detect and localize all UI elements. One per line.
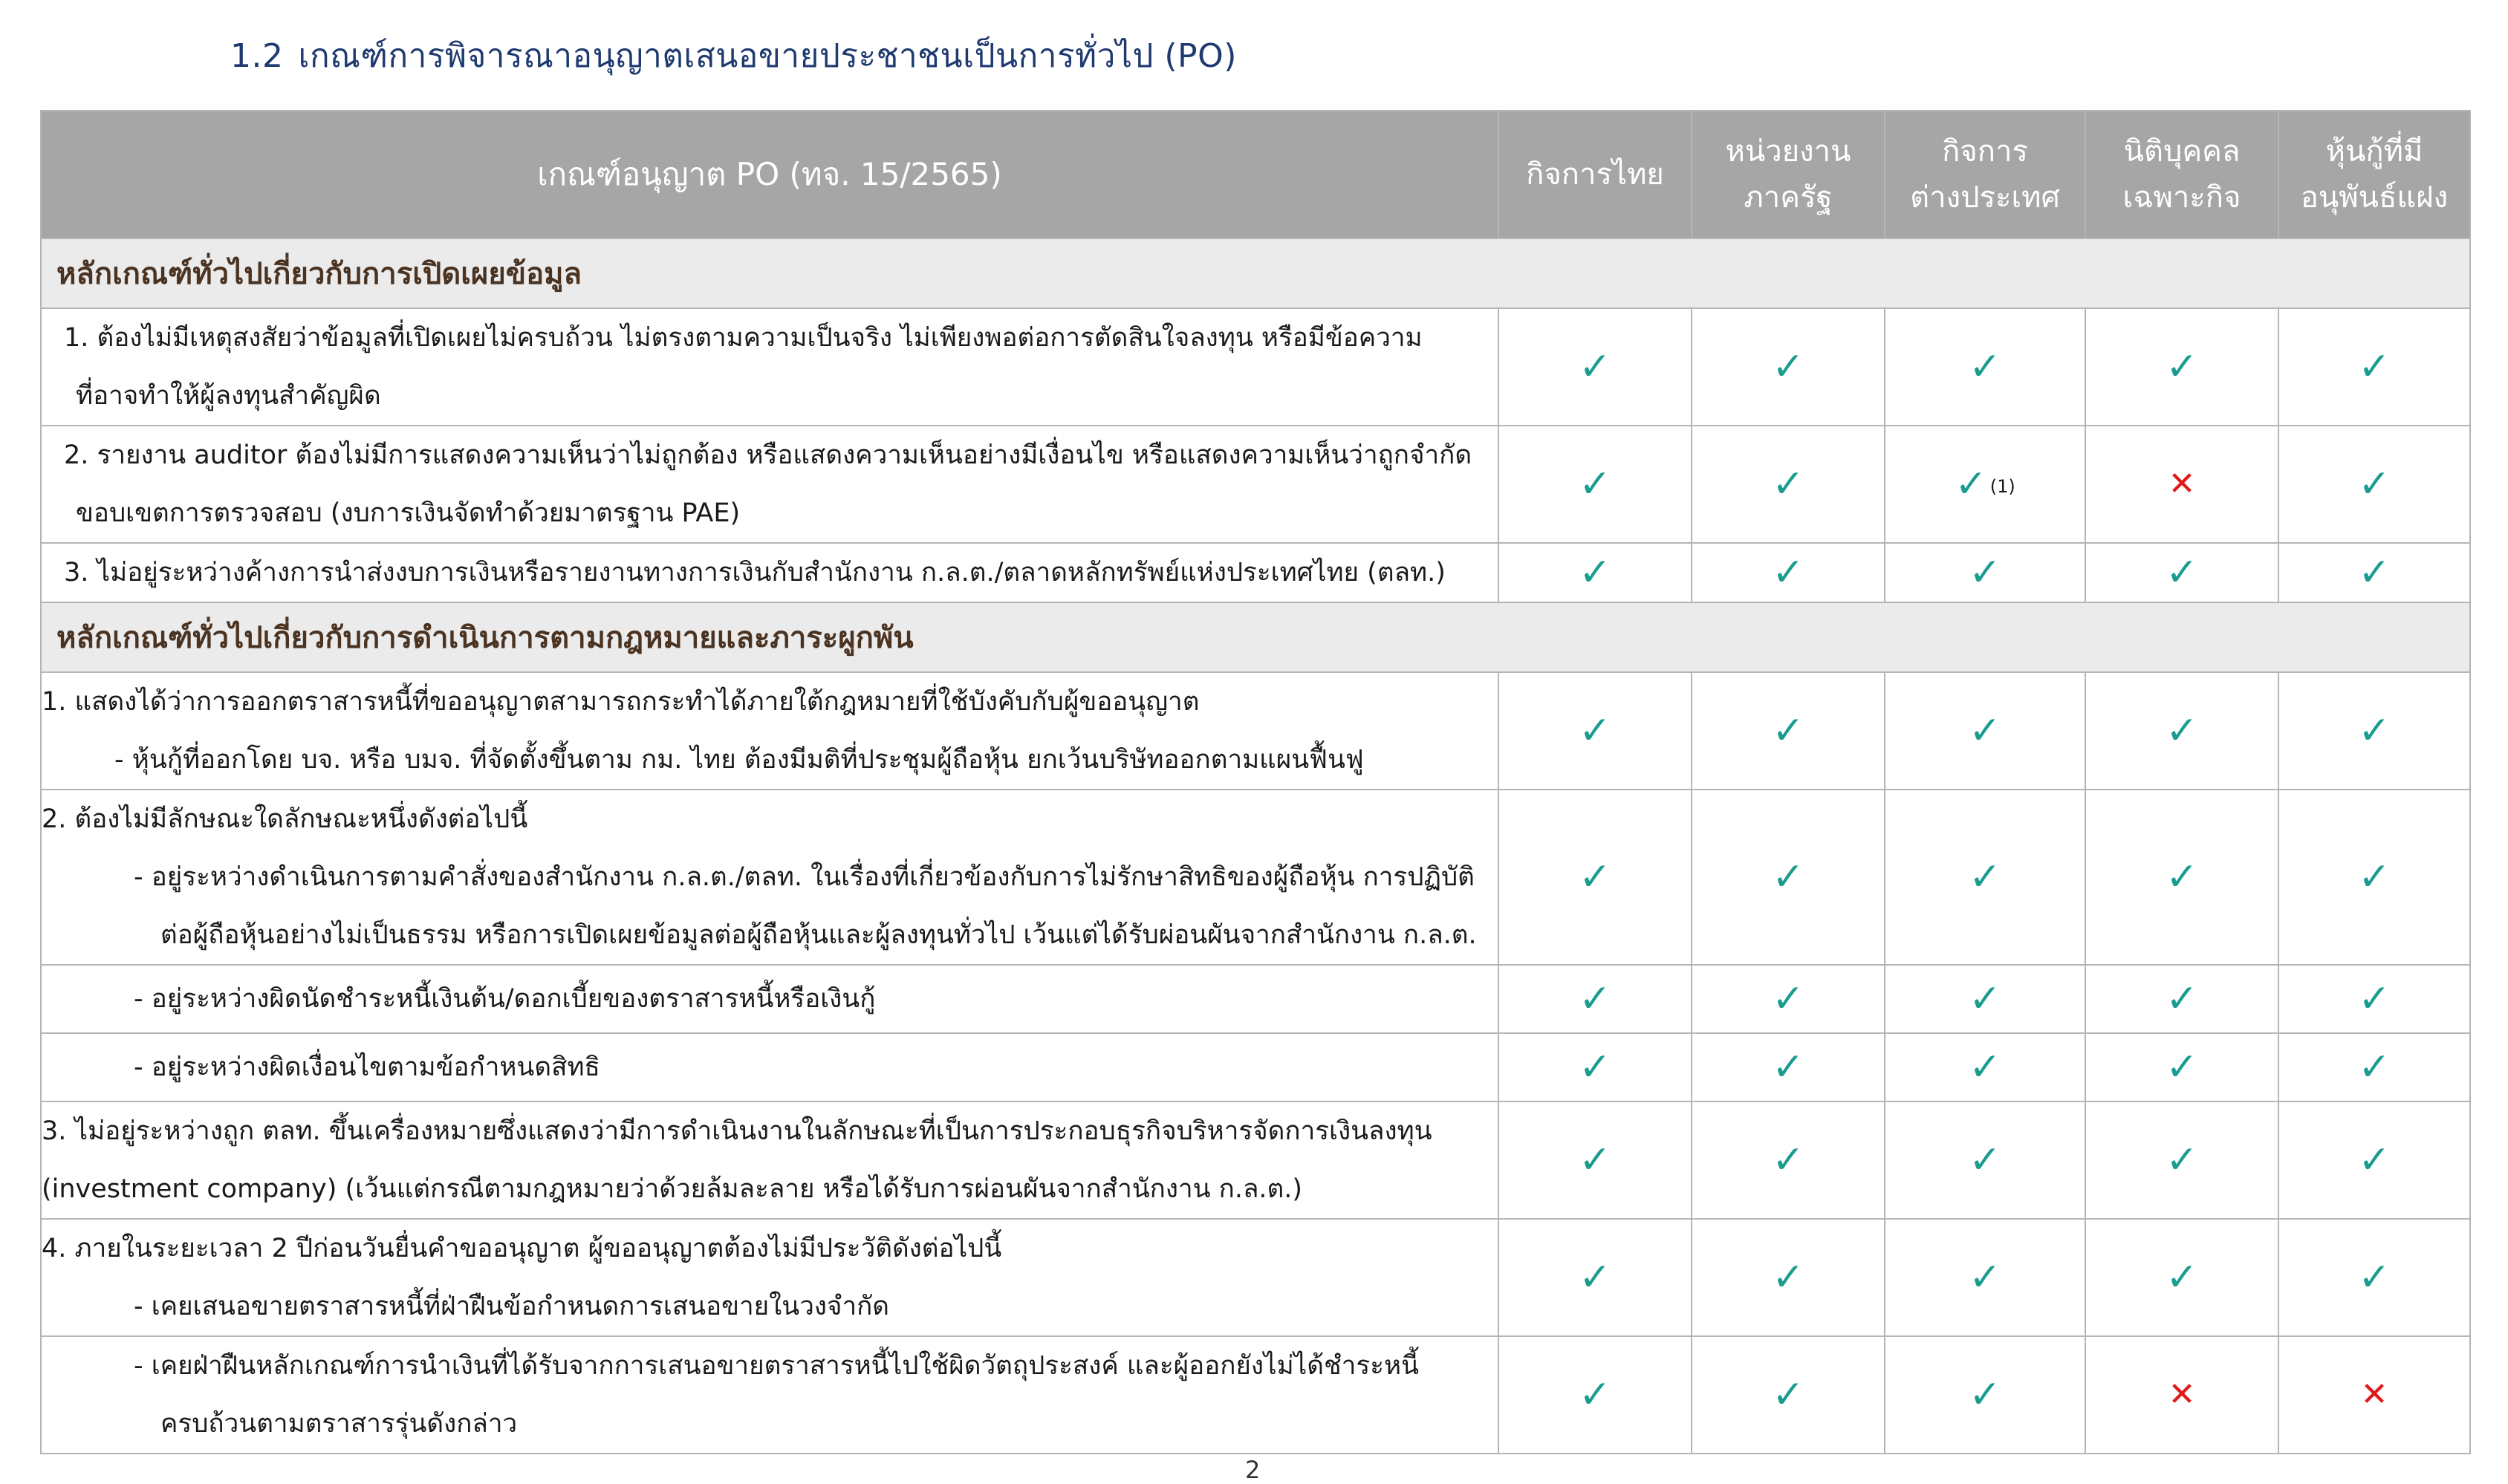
cross-icon: ✕ [2168,1376,2196,1413]
checkmark-icon: ✓ [1579,1138,1611,1182]
criteria-line: 4. ภายในระยะเวลา 2 ปีก่อนวันยื่นคำขออนุญาต ผู้ขออนุญาตต้องไม่มีประวัติดังต่อไปนี้ [42,1234,1002,1263]
checkmark-icon: ✓ [2166,1255,2198,1300]
checkmark-icon: ✓ [2166,550,2198,595]
mark-cell [2278,543,2470,602]
header-criteria: เกณฑ์อนุญาต PO (ทจ. 15/2565) [41,111,1498,238]
mark-cell [2278,965,2470,1033]
table-header-row [41,111,2470,238]
criteria-line: 2. รายงาน auditor ต้องไม่มีการแสดงความเห็นว่าไม่ถูกต้อง หรือแสดงความเห็นอย่างมีเงื่อนไข หรือแสดงความเห็นว่าถูกจำกัด [64,440,1472,470]
mark-cell [1692,672,1885,790]
checkmark-icon: ✓ [1969,1255,2001,1300]
mark-cell [1692,426,1885,543]
mark-cell [2085,1101,2278,1219]
checkmark-icon: ✓ [2358,550,2391,595]
page-number: 2 [1245,1456,1261,1484]
criteria-cell [41,308,1498,426]
checkmark-icon: ✓ [2166,977,2198,1021]
checkmark-icon: ✓ [1969,1373,2001,1417]
cross-icon: ✕ [2168,465,2196,503]
checkmark-icon: ✓ [2166,1045,2198,1090]
header-line: นิติบุคคล [2123,134,2241,169]
cross-icon: ✕ [2360,1376,2388,1413]
mark-cell [2278,426,2470,543]
mark-cell [1692,1336,1885,1454]
mark-cell [1885,1219,2085,1336]
criteria-line: 1. แสดงได้ว่าการออกตราสารหนี้ที่ขออนุญาตสามารถกระทำได้ภายใต้กฎหมายที่ใช้บังคับกับผู้ขออนุญาต [42,687,1200,717]
mark-cell [2085,543,2278,602]
mark-cell [2278,672,2470,790]
checkmark-icon: ✓ [1969,550,2001,595]
criteria-table [40,110,2471,1454]
checkmark-icon: ✓ [2358,855,2391,899]
mark-cell [2278,1336,2470,1454]
header-line: หุ้นกู้ที่มี [2325,134,2423,169]
criteria-cell [41,790,1498,965]
mark-cell [1692,1101,1885,1219]
checkmark-icon: ✓ [1772,1373,1804,1417]
criteria-line: - อยู่ระหว่างดำเนินการตามคำสั่งของสำนักงาน ก.ล.ต./ตลท. ในเรื่องที่เกี่ยวข้องกับการไม่รักษาสิทธิของผู้ถือหุ้น การปฏิบัติ [134,862,1475,892]
table-row [41,308,2470,426]
table-row [41,672,2470,790]
section-row-legal [41,602,2470,672]
mark-cell [1885,672,2085,790]
checkmark-icon: ✓ [1579,345,1611,389]
mark-cell [1498,308,1692,426]
criteria-line: 1. ต้องไม่มีเหตุสงสัยว่าข้อมูลที่เปิดเผยไม่ครบถ้วน ไม่ตรงตามความเป็นจริง ไม่เพียงพอต่อการตัดสินใจลงทุน หรือมีข้อความ [64,323,1423,353]
mark-cell [1498,426,1692,543]
mark-cell [2085,1336,2278,1454]
mark-cell [2085,1033,2278,1101]
checkmark-icon: ✓ [1579,1373,1611,1417]
checkmark-icon: ✓ [2358,1255,2391,1300]
mark-cell [1885,543,2085,602]
criteria-line: 3. ไม่อยู่ระหว่างค้างการนำส่งงบการเงินหรือรายงานทางการเงินกับสำนักงาน ก.ล.ต./ตลาดหลักทรัพย์แห่งประเทศไทย (ตลท.) [64,558,1446,588]
mark-cell [1692,543,1885,602]
table-row [41,426,2470,543]
checkmark-icon: ✓ [2358,709,2391,753]
mark-cell [2278,1219,2470,1336]
header-line: เฉพาะกิจ [2122,180,2241,215]
table-row [41,790,2470,965]
mark-cell [1885,965,2085,1033]
header-line: กิจการ [1942,134,2028,169]
mark-cell [2278,1033,2470,1101]
checkmark-icon: ✓ [1579,709,1611,753]
mark-cell [2085,308,2278,426]
mark-cell [1498,1033,1692,1101]
section-number: 1.2 [230,37,284,75]
checkmark-icon: ✓ [1579,550,1611,595]
checkmark-icon: ✓ [1969,855,2001,899]
checkmark-icon: ✓ [1772,1138,1804,1182]
header-structured-note [2278,111,2470,238]
criteria-line: - เคยเสนอขายตราสารหนี้ที่ฝ่าฝืนข้อกำหนดการเสนอขายในวงจำกัด [134,1292,890,1321]
section-title: หลักเกณฑ์ทั่วไปเกี่ยวกับการเปิดเผยข้อมูล [41,238,2470,308]
mark-cell [1885,1033,2085,1101]
mark-cell [1498,672,1692,790]
criteria-cell [41,672,1498,790]
criteria-line: ครบถ้วนตามตราสารรุ่นดังกล่าว [160,1409,518,1439]
checkmark-icon: ✓ [1579,462,1611,507]
criteria-cell [41,1033,1498,1101]
criteria-cell [41,1336,1498,1454]
criteria-cell [41,965,1498,1033]
mark-cell [2278,308,2470,426]
criteria-cell [41,1101,1498,1219]
header-line: หน่วยงาน [1725,134,1851,169]
criteria-line: 3. ไม่อยู่ระหว่างถูก ตลท. ขึ้นเครื่องหมายซึ่งแสดงว่ามีการดำเนินงานในลักษณะที่เป็นการประกอบธุรกิจบริหารจัดการเงินลงทุน [42,1116,1432,1146]
criteria-line: - หุ้นกู้ที่ออกโดย บจ. หรือ บมจ. ที่จัดตั้งขึ้นตาม กม. ไทย ต้องมีมติที่ประชุมผู้ถือหุ้น ยกเว้นบริษัทออกตามแผนฟื้นฟู [114,745,1364,775]
checkmark-icon: ✓ [1772,550,1804,595]
section-title: หลักเกณฑ์ทั่วไปเกี่ยวกับการดำเนินการตามกฎหมายและภาระผูกพัน [41,602,2470,672]
criteria-line: - อยู่ระหว่างผิดนัดชำระหนี้เงินต้น/ดอกเบี้ยของตราสารหนี้หรือเงินกู้ [134,984,876,1014]
checkmark-icon: ✓ [2166,1138,2198,1182]
mark-cell [1885,426,2085,543]
section-title-text: เกณฑ์การพิจารณาอนุญาตเสนอขายประชาชนเป็นการทั่วไป (PO) [298,37,1237,75]
checkmark-icon: ✓ [2166,855,2198,899]
mark-cell [1498,1336,1692,1454]
checkmark-icon: ✓ [1969,345,2001,389]
checkmark-icon: ✓ [1955,462,1987,507]
mark-cell [2085,790,2278,965]
mark-cell [2085,672,2278,790]
mark-cell [2278,790,2470,965]
header-line: อนุพันธ์แฝง [2300,180,2449,215]
checkmark-icon: ✓ [1969,1138,2001,1182]
mark-cell [1692,965,1885,1033]
criteria-line: (investment company) (เว้นแต่กรณีตามกฎหมายว่าด้วยล้มละลาย หรือได้รับการผ่อนผันจากสำนักงาน ก.ล.ต.) [42,1174,1303,1204]
mark-cell [1498,543,1692,602]
criteria-line: ขอบเขตการตรวจสอบ (งบการเงินจัดทำด้วยมาตรฐาน PAE) [76,498,741,528]
checkmark-icon: ✓ [2166,709,2198,753]
mark-cell [2085,965,2278,1033]
checkmark-icon: ✓ [2166,345,2198,389]
checkmark-icon: ✓ [2358,977,2391,1021]
checkmark-icon: ✓ [1772,1045,1804,1090]
criteria-line: 2. ต้องไม่มีลักษณะใดลักษณะหนึ่งดังต่อไปนี้ [42,804,528,834]
table-row [41,543,2470,602]
header-line: ภาครัฐ [1744,180,1833,215]
table-row [41,1101,2470,1219]
table-row [41,1033,2470,1101]
header-foreign-company [1885,111,2085,238]
criteria-line: ต่อผู้ถือหุ้นอย่างไม่เป็นธรรม หรือการเปิดเผยข้อมูลต่อผู้ถือหุ้นและผู้ลงทุนทั่วไป เว้นแต่ได้รับผ่อนผันจากสำนักงาน ก.ล.ต. [160,920,1477,950]
checkmark-icon: ✓ [2358,345,2391,389]
mark-cell [1692,1219,1885,1336]
criteria-cell [41,543,1498,602]
table-row [41,1336,2470,1454]
mark-cell [1885,1101,2085,1219]
checkmark-icon: ✓ [1969,1045,2001,1090]
criteria-cell [41,1219,1498,1336]
mark-cell [1692,1033,1885,1101]
mark-cell [1498,965,1692,1033]
footnote-marker: (1) [1989,475,2015,497]
checkmark-icon: ✓ [1579,855,1611,899]
criteria-line: - อยู่ระหว่างผิดเงื่อนไขตามข้อกำหนดสิทธิ [134,1052,600,1082]
mark-cell [1885,1336,2085,1454]
checkmark-icon: ✓ [1969,709,2001,753]
table-row [41,965,2470,1033]
mark-cell [1692,790,1885,965]
mark-cell [1692,308,1885,426]
checkmark-icon: ✓ [1772,855,1804,899]
checkmark-icon: ✓ [2358,1138,2391,1182]
page-title [230,30,1237,82]
checkmark-icon: ✓ [1579,1045,1611,1090]
header-spv [2085,111,2278,238]
mark-cell [1498,790,1692,965]
checkmark-icon: ✓ [1969,977,2001,1021]
checkmark-icon: ✓ [1772,709,1804,753]
checkmark-icon: ✓ [1772,1255,1804,1300]
checkmark-icon: ✓ [1772,977,1804,1021]
mark-cell [1498,1101,1692,1219]
header-government-agency [1692,111,1885,238]
section-row-disclosure [41,238,2470,308]
mark-cell [2085,426,2278,543]
mark-cell [2278,1101,2470,1219]
table-row [41,1219,2470,1336]
checkmark-icon: ✓ [1772,462,1804,507]
checkmark-icon: ✓ [1579,1255,1611,1300]
checkmark-icon: ✓ [2358,462,2391,507]
checkmark-icon: ✓ [1772,345,1804,389]
checkmark-icon: ✓ [2358,1045,2391,1090]
criteria-line: - เคยฝ่าฝืนหลักเกณฑ์การนำเงินที่ได้รับจากการเสนอขายตราสารหนี้ไปใช้ผิดวัตถุประสงค์ และผู้ออกยังไม่ได้ชำระหนี้ [134,1351,1420,1381]
mark-cell [1885,790,2085,965]
checkmark-icon: ✓ [1579,977,1611,1021]
criteria-line: ที่อาจทำให้ผู้ลงทุนสำคัญผิด [76,381,381,411]
mark-cell [1885,308,2085,426]
mark-cell [1498,1219,1692,1336]
header-line: กิจการไทย [1526,157,1664,192]
criteria-cell [41,426,1498,543]
mark-cell [2085,1219,2278,1336]
header-line: ต่างประเทศ [1910,180,2060,215]
header-thai-company [1498,111,1692,238]
